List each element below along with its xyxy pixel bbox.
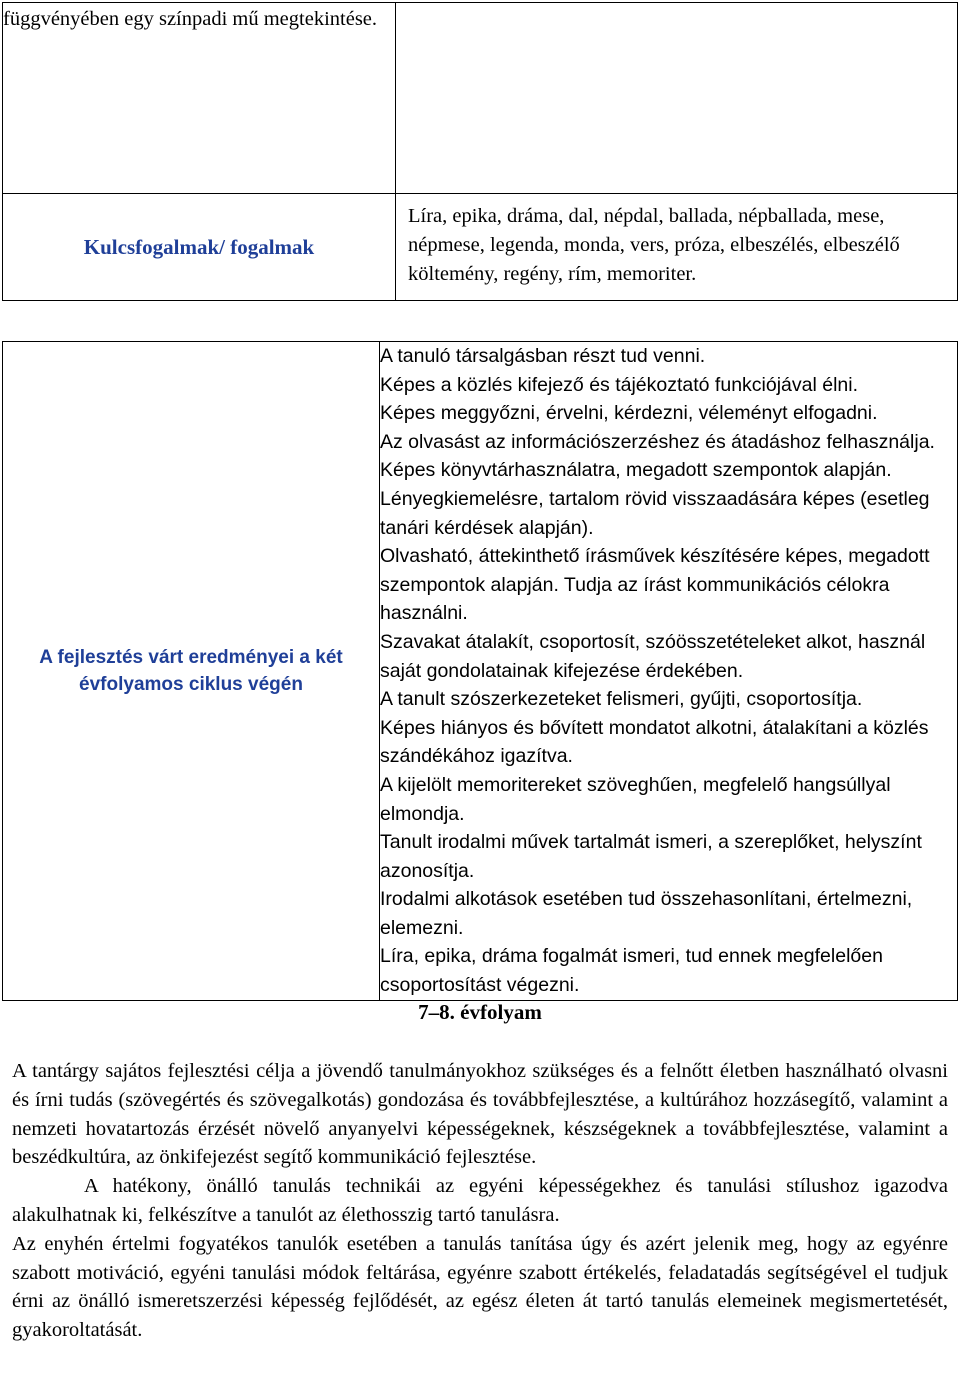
table-cell-right-empty — [396, 3, 958, 194]
outcome-item: Az olvasást az információszerzéshez és átadáshoz felhasználja. — [380, 430, 935, 453]
table-cell-left — [3, 3, 396, 194]
expected-outcomes-list — [380, 342, 958, 1001]
outcome-item: Képes meggyőzni, érvelni, kérdezni, véleményt elfogadni. — [380, 402, 878, 425]
outcome-item: Képes hiányos és bővített mondatot alkotni, átalakítani a közlés szándékához igazítva. — [380, 716, 929, 768]
row-header: Kulcsfogalmak/ fogalmak — [83, 234, 315, 259]
outcome-item: A kijelölt memoritereket szöveghűen, megfelelő hangsúllyal elmondja. — [380, 773, 891, 825]
key-concepts-list — [396, 194, 958, 301]
table-row — [3, 342, 958, 1001]
outcome-item: Szavakat átalakít, csoportosít, szóösszetételeket alkot, használ saját gondolatainak kifejezése érdekében. — [380, 630, 926, 682]
expected-outcomes-label — [3, 342, 380, 1001]
table-row — [3, 3, 958, 194]
cell-text: függvényében egy színpadi mű megtekintése. — [3, 8, 378, 30]
outcome-item: A tanuló társalgásban részt tud venni. — [380, 345, 706, 367]
outcome-item: Képes a közlés kifejező és tájékoztató funkciójával élni. — [380, 373, 859, 396]
section-heading: 7–8. évfolyam — [418, 1000, 542, 1024]
outcomes-table — [2, 341, 958, 1001]
section-body — [12, 1057, 948, 1345]
outcome-item: Képes könyvtárhasználatra, megadott szempontok alapján. — [380, 459, 892, 482]
outcome-item: Lényegkiemelésre, tartalom rövid visszaadására képes (esetleg tanári kérdések alapján). — [380, 487, 930, 539]
row-header: A fejlesztés várt eredményei a két évfolyamos ciklus végén — [39, 646, 343, 695]
outcome-item: Líra, epika, dráma fogalmát ismeri, tud ennek megfelelően csoportosítást végezni. — [380, 945, 883, 997]
paragraph: Az enyhén értelmi fogyatékos tanulók esetében a tanulás tanítása úgy és azért jelenik meg, hogy az egyénre szabott motiváció, egyéni tanulási módok feltárása, egyénre szabott értékelés, feladatadás segítségével el tudjuk érni az önálló ismeretszerzési képesség fejlődését, az egész életen át tartó tanulás elemeinek megismertetését, gyakoroltatását. — [12, 1232, 948, 1342]
cell-text: Líra, epika, dráma, dal, népdal, ballada, népballada, mese, népmese, legenda, monda, vers, próza, elbeszélés, elbeszélő költemény, regény, rím, memoriter. — [408, 205, 900, 285]
outcome-item: A tanult szószerkezeteket felismeri, gyűjti, csoportosítja. — [380, 688, 863, 711]
outcome-item: Olvasható, áttekinthető írásművek készítésére képes, megadott szempontok alapján. Tudja az írást kommunikációs célokra használni. — [380, 545, 930, 625]
paragraph: A hatékony, önálló tanulás technikái az egyéni képességekhez és tanulási stílushoz igazodva alakulhatnak ki, felkészítve a tanulót az élethosszig tartó tanulásra. — [12, 1175, 948, 1226]
curriculum-table-top — [2, 2, 958, 301]
outcome-item: Irodalmi alkotások esetében tud összehasonlítani, értelmezni, elemezni. — [380, 888, 913, 939]
table-row — [3, 194, 958, 301]
outcome-item: Tanult irodalmi művek tartalmát ismeri, a szereplőket, helyszínt azonosítja. — [380, 831, 922, 882]
key-concepts-label — [3, 194, 396, 301]
paragraph: A tantárgy sajátos fejlesztési célja a jövendő tanulmányokhoz szükséges és a felnőtt életben használható olvasni és írni tudás (szövegértés és szövegalkotás) gondozása és továbbfejlesztése, a kultúrához hozzásegítő, valamint a nemzeti hovatartozás érzését növelő anyanyelvi képességeknek, készségeknek a továbbfejlesztése, valamint a beszédkultúra, az önkifejezést segítő kommunikáció fejlesztése. — [12, 1060, 948, 1169]
